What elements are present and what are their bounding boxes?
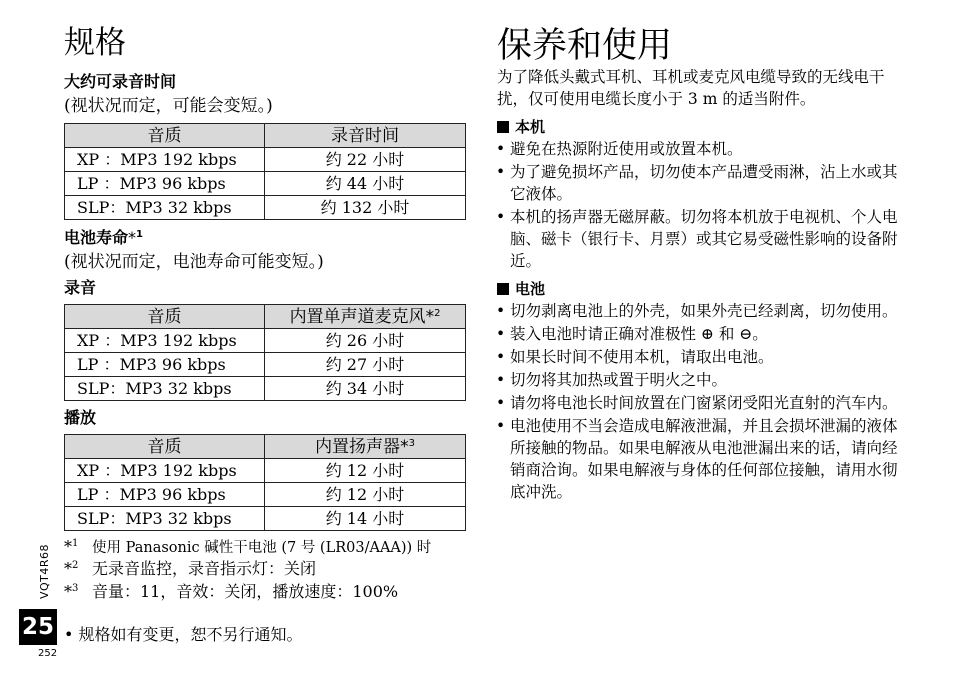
table-row bbox=[65, 483, 466, 507]
footnote-2 bbox=[64, 558, 316, 580]
footnote-sup: 3 bbox=[72, 583, 79, 594]
footnote-1 bbox=[64, 536, 431, 559]
footnote-marker bbox=[64, 536, 92, 558]
footnote-text: 音量：11，音效：关闭，播放速度：100% bbox=[92, 582, 399, 601]
footnote-sup: 2 bbox=[72, 560, 79, 571]
battery-life-note: (视状况而定，电池寿命可能变短。) bbox=[64, 252, 324, 272]
table-header-row bbox=[65, 124, 466, 148]
list-item: • 切勿剥离电池上的外壳，如果外壳已经剥离，切勿使用。 bbox=[493, 300, 903, 322]
footnote-mark: * bbox=[64, 582, 72, 601]
quality-cell: XP ：MP3 192 kbps bbox=[65, 329, 265, 353]
footnote-marker bbox=[64, 581, 92, 603]
page-title-specifications: 规格 bbox=[64, 25, 126, 61]
list-item: • 为了避免损坏产品，切勿使本产品遭受雨淋，沾上水或其它液体。 bbox=[493, 161, 903, 205]
recording-time-heading: 大约可录音时间 bbox=[64, 72, 177, 91]
footnote-sup: 1 bbox=[136, 229, 143, 240]
list-item: • 避免在热源附近使用或放置本机。 bbox=[493, 138, 903, 160]
quality-cell: SLP：MP3 32 kbps bbox=[65, 377, 265, 401]
footnote-sup: 3 bbox=[408, 437, 415, 449]
playback-table bbox=[64, 434, 466, 531]
quality-cell: LP ：MP3 96 kbps bbox=[65, 483, 265, 507]
time-cell: 约 14 小时 bbox=[265, 507, 466, 531]
time-cell: 约 12 小时 bbox=[265, 459, 466, 483]
footnote-mark: * bbox=[64, 537, 72, 556]
table-header-row bbox=[65, 435, 466, 459]
time-cell: 约 44 小时 bbox=[265, 172, 466, 196]
list-item: • 装入电池时请正确对准极性 ⊕ 和 ⊖。 bbox=[493, 323, 903, 345]
footnote-3 bbox=[64, 581, 398, 603]
table-header-cell: 音质 bbox=[65, 305, 265, 329]
unit-list bbox=[493, 138, 903, 273]
table-row bbox=[65, 196, 466, 220]
table-row bbox=[65, 353, 466, 377]
page-title-care-and-use: 保养和使用 bbox=[497, 26, 673, 66]
footnote-marker bbox=[64, 558, 92, 580]
unit-heading bbox=[497, 117, 545, 137]
time-cell: 约 12 小时 bbox=[265, 483, 466, 507]
footnote-sup: 2 bbox=[434, 307, 441, 319]
table-header-text: 内置扬声器 bbox=[315, 436, 401, 457]
footnote-mark: * bbox=[425, 306, 435, 327]
footnote-mark: * bbox=[64, 559, 72, 578]
recording-heading: 录音 bbox=[64, 278, 97, 297]
list-item: • 电池使用不当会造成电解液泄漏，并且会损坏泄漏的液体所接触的物品。如果电解液从电池泄漏出来的话，请向经销商洽询。如果电解液与身体的任何部位接触，请用水彻底冲洗。 bbox=[493, 415, 903, 503]
quality-cell: SLP：MP3 32 kbps bbox=[65, 507, 265, 531]
footnote-mark: * bbox=[400, 436, 409, 457]
footnote-mark: * bbox=[128, 228, 137, 247]
table-row bbox=[65, 507, 466, 531]
footnote-text: 使用 Panasonic 碱性干电池 (7 号 (LR03/AAA)) 时 bbox=[92, 540, 432, 556]
battery-heading bbox=[497, 279, 545, 299]
time-cell: 约 22 小时 bbox=[265, 148, 466, 172]
recording-time-note: (视状况而定，可能会变短。) bbox=[64, 96, 273, 116]
unit-heading-text: 本机 bbox=[515, 118, 546, 136]
battery-list bbox=[493, 300, 903, 504]
footnote-text: 无录音监控，录音指示灯：关闭 bbox=[92, 559, 317, 578]
table-header-cell: 音质 bbox=[65, 435, 265, 459]
recording-time-table bbox=[64, 123, 466, 220]
quality-cell: LP ：MP3 96 kbps bbox=[65, 172, 265, 196]
footnote-sup: 1 bbox=[72, 538, 79, 549]
page-sub-number: 252 bbox=[38, 648, 58, 659]
square-bullet-icon bbox=[497, 283, 509, 295]
list-item: • 本机的扬声器无磁屏蔽。切勿将本机放于电视机、个人电脑、磁卡（银行卡、月票）或其它易受磁性影响的设备附近。 bbox=[493, 206, 903, 272]
quality-cell: SLP：MP3 32 kbps bbox=[65, 196, 265, 220]
time-cell: 约 27 小时 bbox=[265, 353, 466, 377]
table-header-cell bbox=[265, 305, 466, 329]
time-cell: 约 34 小时 bbox=[265, 377, 466, 401]
intro-paragraph: 为了降低头戴式耳机、耳机或麦克风电缆导致的无线电干扰，仅可使用电缆长度小于 3 m 的适当附件。 bbox=[497, 68, 885, 108]
table-row bbox=[65, 459, 466, 483]
time-cell: 约 132 小时 bbox=[265, 196, 466, 220]
page-number: 25 bbox=[19, 609, 57, 645]
table-row bbox=[65, 329, 466, 353]
table-header-row bbox=[65, 305, 466, 329]
table-header-cell: 录音时间 bbox=[265, 124, 466, 148]
battery-life-heading-text: 电池寿命 bbox=[64, 228, 129, 247]
square-bullet-icon bbox=[497, 121, 509, 133]
recording-table bbox=[64, 304, 466, 401]
table-header-text: 内置单声道麦克风 bbox=[289, 306, 426, 327]
list-item: • 如果长时间不使用本机，请取出电池。 bbox=[493, 346, 903, 368]
disclaimer: • 规格如有变更，恕不另行通知。 bbox=[64, 625, 303, 644]
table-header-cell: 音质 bbox=[65, 124, 265, 148]
table-row bbox=[65, 148, 466, 172]
list-item: • 切勿将其加热或置于明火之中。 bbox=[493, 369, 903, 391]
table-row bbox=[65, 172, 466, 196]
quality-cell: XP ：MP3 192 kbps bbox=[65, 459, 265, 483]
list-item: • 请勿将电池长时间放置在门窗紧闭受阳光直射的汽车内。 bbox=[493, 392, 903, 414]
time-cell: 约 26 小时 bbox=[265, 329, 466, 353]
quality-cell: LP ：MP3 96 kbps bbox=[65, 353, 265, 377]
battery-heading-text: 电池 bbox=[515, 280, 546, 298]
playback-heading: 播放 bbox=[64, 408, 97, 427]
battery-life-heading bbox=[64, 228, 143, 248]
table-row bbox=[65, 377, 466, 401]
document-code: VQT4R68 bbox=[38, 544, 51, 600]
quality-cell: XP ：MP3 192 kbps bbox=[65, 148, 265, 172]
table-header-cell bbox=[265, 435, 466, 459]
